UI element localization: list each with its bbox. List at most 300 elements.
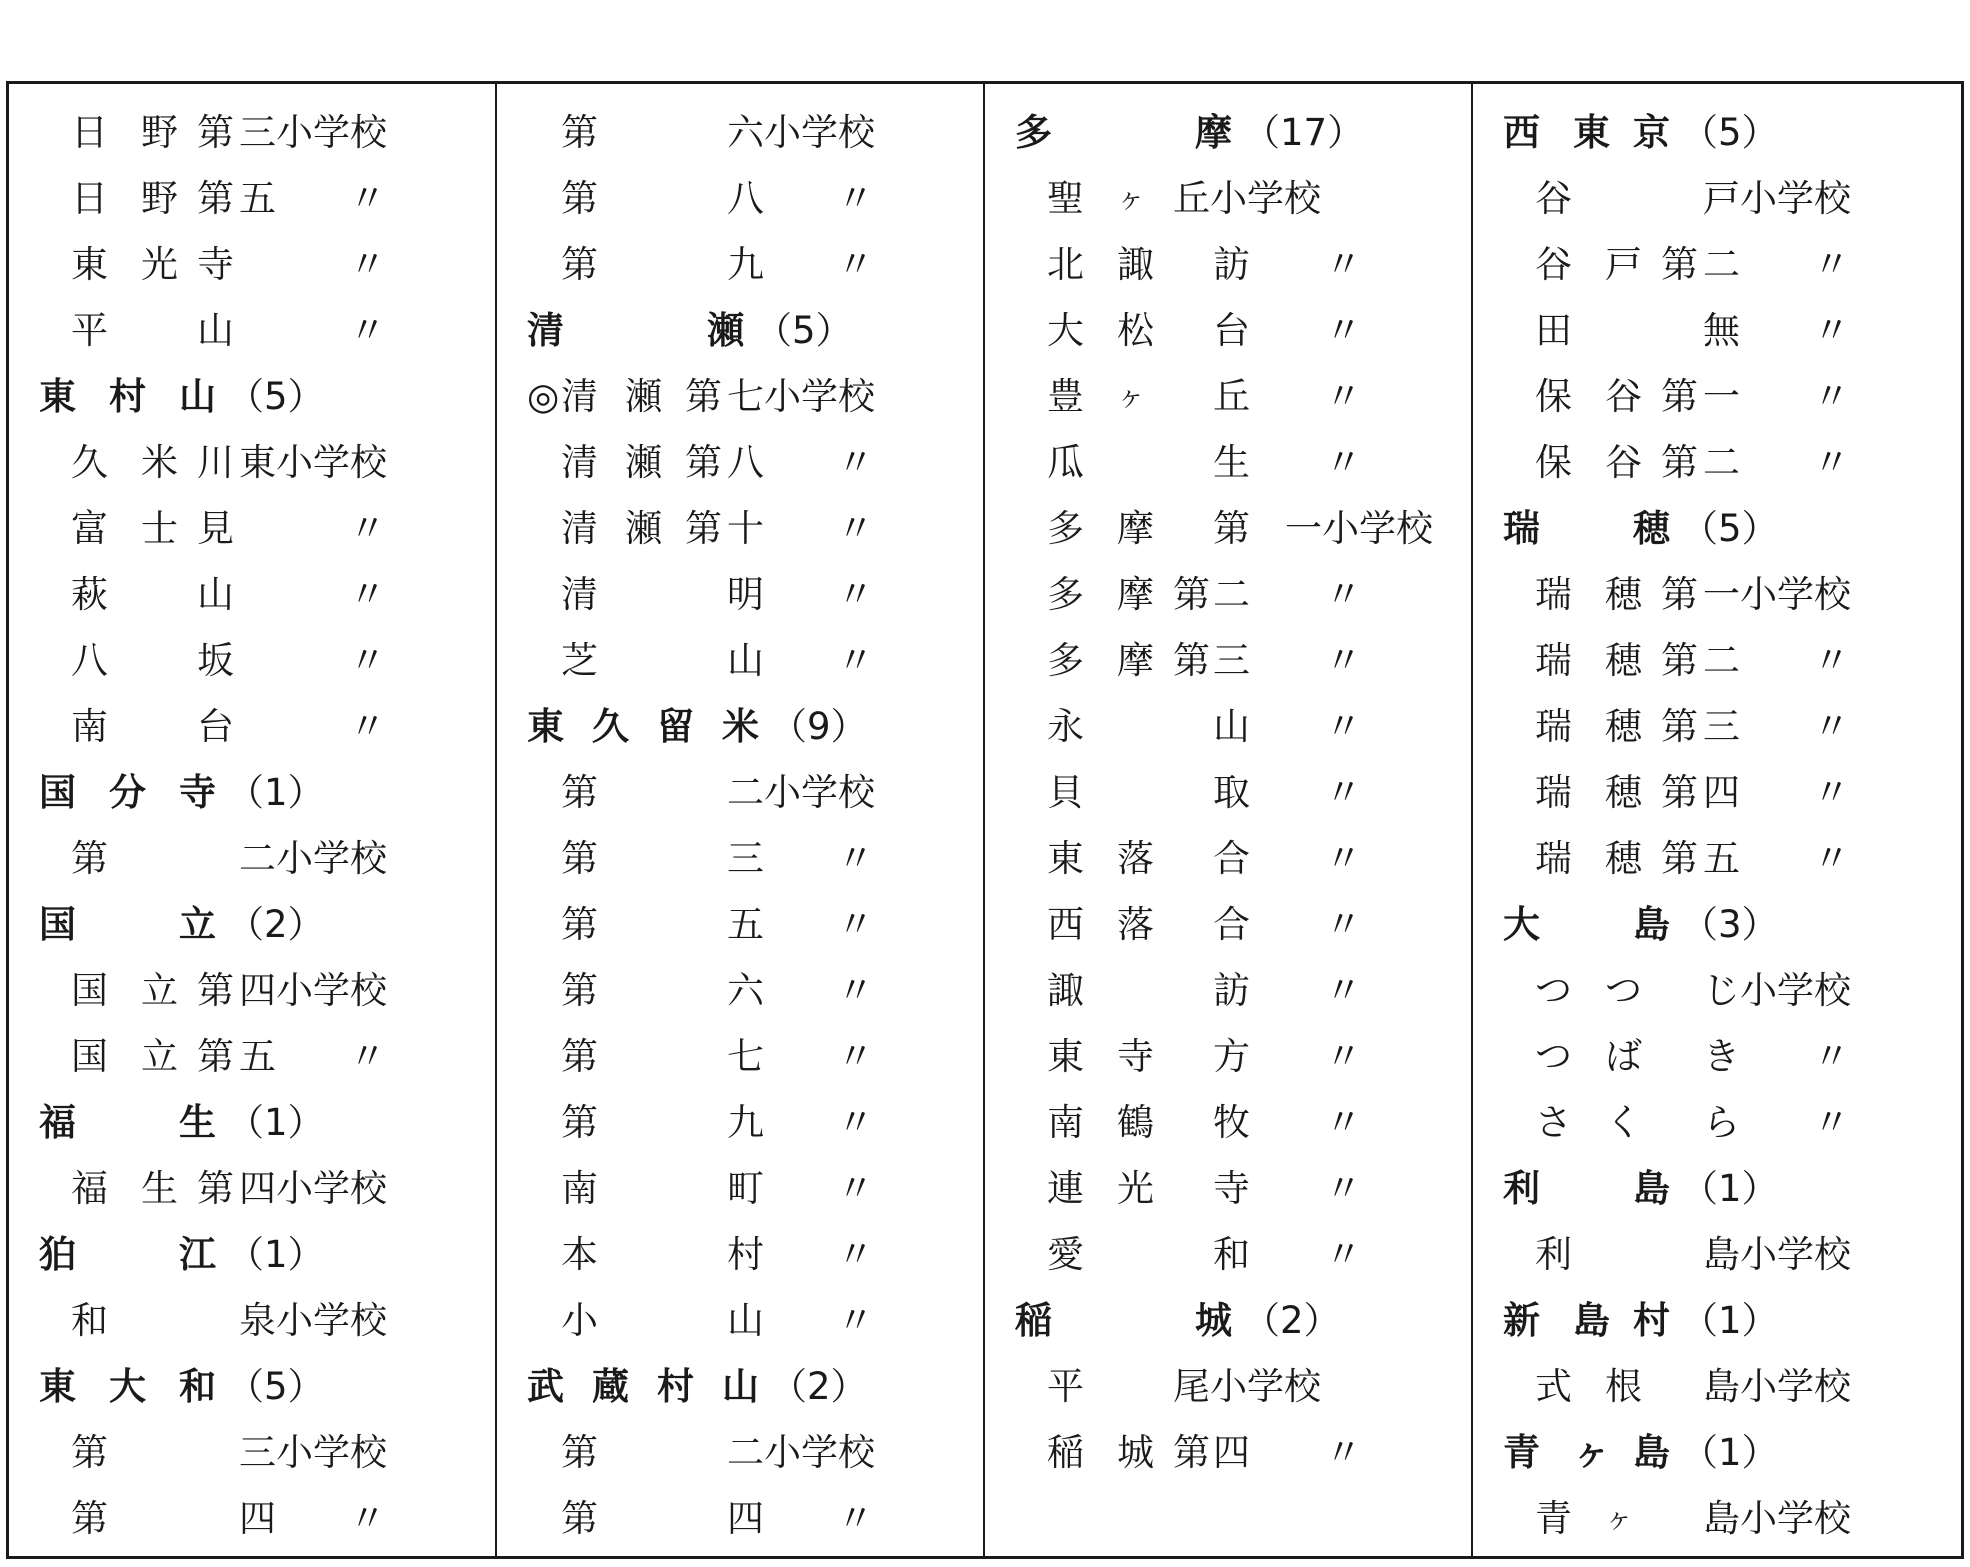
school-name-char: 山: [197, 573, 234, 616]
ditto-mark: 〃: [1813, 1035, 1850, 1078]
district-name-char: 大: [109, 1365, 146, 1408]
school-name-char: 保: [1535, 441, 1572, 484]
school-name-char: 第: [197, 1035, 234, 1078]
school-name-suffix: 四小学校: [239, 969, 387, 1012]
school-name-char: つ: [1605, 969, 1642, 1012]
district-name-char: 和: [179, 1365, 216, 1408]
school-name-char: 萩: [71, 573, 108, 616]
school-name-char: 日: [71, 111, 108, 154]
school-name-char: 稲: [1047, 1431, 1084, 1474]
school-row: [9, 232, 495, 298]
district-name-char: 摩: [1195, 111, 1232, 154]
column-1: [9, 84, 497, 1556]
school-name-char: 台: [1213, 309, 1250, 352]
district-name-char: 蔵: [592, 1365, 629, 1408]
school-name-char: 穂: [1605, 639, 1642, 682]
school-name-char: く: [1605, 1101, 1642, 1144]
school-row: [985, 232, 1471, 298]
school-name-suffix: 尾小学校: [1173, 1365, 1321, 1408]
ditto-mark: 〃: [1325, 1035, 1362, 1078]
ditto-mark: 〃: [1325, 903, 1362, 946]
school-row: [497, 1156, 983, 1222]
ditto-mark: 〃: [837, 837, 874, 880]
school-row: [9, 430, 495, 496]
school-name-char: 川: [197, 441, 234, 484]
school-name-char: 二: [1703, 639, 1740, 682]
school-name-char: 諏: [1047, 969, 1084, 1012]
school-name-char: 第: [561, 177, 598, 220]
school-row: [1473, 166, 1961, 232]
school-name-char: 山: [727, 639, 764, 682]
ditto-mark: 〃: [349, 639, 386, 682]
school-name-char: 和: [1213, 1233, 1250, 1276]
school-name-char: 訪: [1213, 969, 1250, 1012]
school-row: [1473, 1486, 1961, 1552]
school-name-suffix: 二小学校: [239, 837, 387, 880]
school-name-char: 四: [1213, 1431, 1250, 1474]
school-name-char: 第: [561, 1431, 598, 1474]
school-name-char: 第: [561, 903, 598, 946]
school-name-char: 第: [561, 837, 598, 880]
school-name-char: 東: [71, 243, 108, 286]
school-row: [9, 166, 495, 232]
school-count: （9）: [770, 705, 868, 748]
school-name-char: 村: [727, 1233, 764, 1276]
school-row: [985, 826, 1471, 892]
school-name-char: 西: [1047, 903, 1084, 946]
school-name-char: 東: [1047, 837, 1084, 880]
school-name-char: 訪: [1213, 243, 1250, 286]
school-name-char: 八: [727, 177, 764, 220]
school-count: （17）: [1243, 111, 1365, 154]
district-header: [1473, 496, 1961, 562]
district-name-char: 島: [1633, 1167, 1670, 1210]
district-name-char: 島: [1633, 1431, 1670, 1474]
school-name-char: 十: [727, 507, 764, 550]
school-name-char: 瑞: [1535, 771, 1572, 814]
school-name-char: 生: [141, 1167, 178, 1210]
district-header: [1473, 1156, 1961, 1222]
school-row: [9, 958, 495, 1024]
ditto-mark: 〃: [1325, 771, 1362, 814]
school-count: （1）: [227, 1101, 325, 1144]
school-name-char: 光: [141, 243, 178, 286]
school-name-char: 士: [141, 507, 178, 550]
school-row: [497, 232, 983, 298]
school-name-char: 谷: [1605, 441, 1642, 484]
school-name-char: 立: [141, 969, 178, 1012]
school-row: [1473, 430, 1961, 496]
school-name-char: 福: [71, 1167, 108, 1210]
school-row: [497, 1024, 983, 1090]
ditto-mark: 〃: [349, 507, 386, 550]
district-name-char: 東: [527, 705, 564, 748]
school-name-char: 瓜: [1047, 441, 1084, 484]
school-name-char: 第: [561, 771, 598, 814]
ditto-mark: 〃: [837, 177, 874, 220]
district-header: [9, 892, 495, 958]
school-name-char: 第: [1661, 243, 1698, 286]
school-row: [985, 1420, 1471, 1486]
school-name-suffix: 東小学校: [239, 441, 387, 484]
school-name-char: 四: [239, 1497, 276, 1540]
school-name-char: 二: [1703, 243, 1740, 286]
school-name-char: 摩: [1117, 639, 1154, 682]
school-name-char: 第: [561, 111, 598, 154]
school-name-suffix: 二小学校: [727, 771, 875, 814]
ditto-mark: 〃: [1325, 573, 1362, 616]
school-row: [1473, 760, 1961, 826]
ditto-mark: 〃: [349, 243, 386, 286]
school-name-char: 貝: [1047, 771, 1084, 814]
district-header: [985, 100, 1471, 166]
school-name-char: 大: [1047, 309, 1084, 352]
school-name-char: 南: [1047, 1101, 1084, 1144]
district-name-char: 村: [657, 1365, 694, 1408]
school-row: [497, 166, 983, 232]
school-name-char: 多: [1047, 639, 1084, 682]
school-name-char: 瑞: [1535, 573, 1572, 616]
district-name-char: 清: [527, 309, 564, 352]
ditto-mark: 〃: [837, 1233, 874, 1276]
ditto-mark: 〃: [1325, 639, 1362, 682]
ditto-mark: 〃: [1813, 1101, 1850, 1144]
school-row: [1473, 1354, 1961, 1420]
school-name-char: 谷: [1535, 177, 1572, 220]
school-name-char: 七: [727, 1035, 764, 1078]
school-count: （5）: [1681, 111, 1779, 154]
school-count: （3）: [1681, 903, 1779, 946]
school-row: [9, 100, 495, 166]
ditto-mark: 〃: [837, 969, 874, 1012]
school-name-char: 戸: [1605, 243, 1642, 286]
school-row: [497, 628, 983, 694]
school-name-char: 多: [1047, 507, 1084, 550]
ditto-mark: 〃: [349, 1497, 386, 1540]
school-name-suffix: 島小学校: [1703, 1497, 1851, 1540]
school-name-char: 本: [561, 1233, 598, 1276]
school-count: （2）: [1243, 1299, 1341, 1342]
school-name-char: 南: [71, 705, 108, 748]
school-row: [497, 496, 983, 562]
district-name-char: 武: [527, 1365, 564, 1408]
ditto-mark: 〃: [349, 309, 386, 352]
school-name-char: 式: [1535, 1365, 1572, 1408]
district-name-char: 東: [1573, 111, 1610, 154]
school-name-char: 第: [561, 1035, 598, 1078]
school-row: [985, 1354, 1471, 1420]
school-row: [1473, 232, 1961, 298]
school-name-char: ヶ: [1117, 182, 1146, 215]
school-name-char: 寺: [1117, 1035, 1154, 1078]
school-name-char: 八: [71, 639, 108, 682]
school-name-char: 国: [71, 969, 108, 1012]
school-name-char: 穂: [1605, 573, 1642, 616]
ditto-mark: 〃: [837, 1497, 874, 1540]
ditto-mark: 〃: [1813, 243, 1850, 286]
school-name-char: 第: [71, 1431, 108, 1474]
school-name-char: 第: [1661, 771, 1698, 814]
ditto-mark: 〃: [837, 1299, 874, 1342]
school-count: （5）: [1681, 507, 1779, 550]
school-name-char: 田: [1535, 309, 1572, 352]
school-row: [1473, 958, 1961, 1024]
school-name-char: 第: [561, 1101, 598, 1144]
school-name-char: 九: [727, 1101, 764, 1144]
school-name-char: 穂: [1605, 837, 1642, 880]
district-name-char: 寺: [179, 771, 216, 814]
ditto-mark: 〃: [1813, 705, 1850, 748]
school-row: [985, 1222, 1471, 1288]
school-name-char: 第: [197, 1167, 234, 1210]
district-header: [9, 1354, 495, 1420]
district-name-char: 青: [1503, 1431, 1540, 1474]
school-row: [985, 166, 1471, 232]
school-name-suffix: 島小学校: [1703, 1233, 1851, 1276]
school-name-char: 鶴: [1117, 1101, 1154, 1144]
school-name-char: 丘: [1213, 375, 1250, 418]
ditto-mark: 〃: [1325, 969, 1362, 1012]
school-row: [985, 430, 1471, 496]
school-row: [1473, 1024, 1961, 1090]
school-name-char: 豊: [1047, 375, 1084, 418]
district-name-char: 稲: [1015, 1299, 1052, 1342]
school-name-char: 芝: [561, 639, 598, 682]
school-name-char: つ: [1535, 1035, 1572, 1078]
ditto-mark: 〃: [837, 243, 874, 286]
school-count: （1）: [1681, 1299, 1779, 1342]
school-name-suffix: 戸小学校: [1703, 177, 1851, 220]
school-name-suffix: 一小学校: [1285, 507, 1433, 550]
district-name-char: 瀬: [707, 309, 744, 352]
school-name-char: 第: [71, 1497, 108, 1540]
school-name-char: 清: [561, 375, 598, 418]
school-row: [985, 1156, 1471, 1222]
school-row: [497, 1090, 983, 1156]
school-row: [1473, 1222, 1961, 1288]
ditto-mark: 〃: [349, 177, 386, 220]
school-name-char: 第: [685, 507, 722, 550]
school-name-char: 山: [727, 1299, 764, 1342]
school-name-char: 第: [197, 177, 234, 220]
district-name-char: 西: [1503, 111, 1540, 154]
school-name-char: 第: [1661, 573, 1698, 616]
school-name-char: 四: [727, 1497, 764, 1540]
school-name-suffix: 泉小学校: [239, 1299, 387, 1342]
school-name-char: 六: [727, 969, 764, 1012]
school-row: [9, 826, 495, 892]
ditto-mark: 〃: [1325, 1167, 1362, 1210]
school-row: [9, 298, 495, 364]
district-name-char: 生: [179, 1101, 216, 1144]
district-name-char: 新: [1503, 1299, 1540, 1342]
school-name-char: き: [1703, 1035, 1740, 1078]
school-count: （1）: [1681, 1431, 1779, 1474]
school-name-char: 平: [1047, 1365, 1084, 1408]
column-2: [497, 84, 985, 1556]
school-row: [497, 826, 983, 892]
school-name-char: 無: [1703, 309, 1740, 352]
district-name-char: 島: [1573, 1299, 1610, 1342]
school-name-char: 米: [141, 441, 178, 484]
school-name-char: 瑞: [1535, 837, 1572, 880]
school-row: [1473, 694, 1961, 760]
school-row: [9, 1420, 495, 1486]
school-name-char: 清: [561, 507, 598, 550]
ditto-mark: 〃: [1325, 441, 1362, 484]
school-row: [985, 364, 1471, 430]
school-name-char: 五: [727, 903, 764, 946]
school-row: [497, 100, 983, 166]
ditto-mark: 〃: [837, 441, 874, 484]
school-name-suffix: じ小学校: [1703, 969, 1851, 1012]
school-name-char: 久: [71, 441, 108, 484]
school-count: （1）: [227, 1233, 325, 1276]
school-name-char: 利: [1535, 1233, 1572, 1276]
school-name-char: 青: [1535, 1497, 1572, 1540]
ditto-mark: 〃: [1813, 441, 1850, 484]
district-header: [9, 364, 495, 430]
school-name-char: 根: [1605, 1365, 1642, 1408]
school-name-char: 野: [141, 111, 178, 154]
school-name-char: 寺: [197, 243, 234, 286]
district-name-char: 久: [592, 705, 629, 748]
school-name-char: 取: [1213, 771, 1250, 814]
school-name-char: 合: [1213, 837, 1250, 880]
district-name-char: 分: [109, 771, 146, 814]
school-count: （5）: [227, 1365, 325, 1408]
school-name-char: 坂: [197, 639, 234, 682]
school-name-char: 平: [71, 309, 108, 352]
ditto-mark: 〃: [1325, 1101, 1362, 1144]
school-name-suffix: 三小学校: [239, 111, 387, 154]
ditto-mark: 〃: [1325, 837, 1362, 880]
school-name-char: ば: [1605, 1035, 1642, 1078]
school-name-char: 町: [727, 1167, 764, 1210]
school-name-suffix: 六小学校: [727, 111, 875, 154]
ditto-mark: 〃: [837, 507, 874, 550]
ditto-mark: 〃: [349, 1035, 386, 1078]
district-name-char: ヶ: [1573, 1431, 1610, 1474]
school-name-char: 五: [239, 1035, 276, 1078]
school-name-char: 瑞: [1535, 639, 1572, 682]
school-row: [985, 760, 1471, 826]
school-name-char: 第: [1661, 837, 1698, 880]
school-name-suffix: 島小学校: [1703, 1365, 1851, 1408]
school-name-char: 国: [71, 1035, 108, 1078]
school-row: [9, 1486, 495, 1552]
district-name-char: 穂: [1633, 507, 1670, 550]
school-row: [1473, 826, 1961, 892]
school-name-suffix: 一小学校: [1703, 573, 1851, 616]
school-name-char: 谷: [1535, 243, 1572, 286]
school-count: （5）: [227, 375, 325, 418]
school-name-char: 立: [141, 1035, 178, 1078]
school-row: [497, 760, 983, 826]
school-name-char: 第: [197, 111, 234, 154]
school-name-char: 瀬: [625, 375, 662, 418]
school-row: [985, 496, 1471, 562]
school-name-suffix: 三小学校: [239, 1431, 387, 1474]
ditto-mark: 〃: [1325, 309, 1362, 352]
ditto-mark: 〃: [1813, 375, 1850, 418]
school-row: [985, 958, 1471, 1024]
school-name-char: 落: [1117, 837, 1154, 880]
school-row: [985, 628, 1471, 694]
school-name-char: 第: [685, 375, 722, 418]
school-name-char: 第: [561, 243, 598, 286]
school-name-char: 生: [1213, 441, 1250, 484]
school-name-char: 三: [1703, 705, 1740, 748]
school-name-char: 牧: [1213, 1101, 1250, 1144]
school-row: [497, 1420, 983, 1486]
school-name-char: 瑞: [1535, 705, 1572, 748]
school-row: [985, 298, 1471, 364]
school-name-char: 谷: [1605, 375, 1642, 418]
school-name-char: 八: [727, 441, 764, 484]
school-name-char: 和: [71, 1299, 108, 1342]
school-name-char: 北: [1047, 243, 1084, 286]
double-circle-mark: ◎: [527, 375, 560, 418]
district-name-char: 東: [39, 375, 76, 418]
column-4: [1473, 84, 1961, 1556]
district-name-char: 留: [657, 705, 694, 748]
school-name-char: 摩: [1117, 507, 1154, 550]
school-name-char: 第: [1661, 375, 1698, 418]
school-name-char: 瀬: [625, 441, 662, 484]
school-row: [985, 1090, 1471, 1156]
school-name-char: 聖: [1047, 177, 1084, 220]
school-name-char: 三: [1213, 639, 1250, 682]
district-name-char: 京: [1633, 111, 1670, 154]
school-name-char: 連: [1047, 1167, 1084, 1210]
ditto-mark: 〃: [1813, 771, 1850, 814]
school-name-char: 第: [1213, 507, 1250, 550]
district-name-char: 城: [1195, 1299, 1232, 1342]
district-header: [497, 1354, 983, 1420]
school-row: [985, 694, 1471, 760]
district-name-char: 東: [39, 1365, 76, 1408]
school-name-char: 摩: [1117, 573, 1154, 616]
school-count: （2）: [770, 1365, 868, 1408]
district-name-char: 多: [1015, 111, 1052, 154]
ditto-mark: 〃: [1325, 1233, 1362, 1276]
school-row: [1473, 628, 1961, 694]
school-name-char: 富: [71, 507, 108, 550]
school-name-char: 永: [1047, 705, 1084, 748]
district-name-char: 立: [179, 903, 216, 946]
ditto-mark: 〃: [837, 639, 874, 682]
school-name-char: 小: [561, 1299, 598, 1342]
school-row: [497, 364, 983, 430]
column-3: [985, 84, 1473, 1556]
school-name-char: 城: [1117, 1431, 1154, 1474]
ditto-mark: 〃: [837, 1035, 874, 1078]
district-name-char: 瑞: [1503, 507, 1540, 550]
district-header: [9, 760, 495, 826]
school-row: [9, 694, 495, 760]
school-name-char: 第: [1661, 441, 1698, 484]
district-header: [1473, 1420, 1961, 1486]
school-name-char: 第: [1661, 639, 1698, 682]
school-name-char: 第: [71, 837, 108, 880]
school-name-char: 瀬: [625, 507, 662, 550]
school-count: （1）: [227, 771, 325, 814]
school-name-char: 二: [1703, 441, 1740, 484]
school-row: [9, 1288, 495, 1354]
school-row: [1473, 562, 1961, 628]
district-name-char: 大: [1503, 903, 1540, 946]
